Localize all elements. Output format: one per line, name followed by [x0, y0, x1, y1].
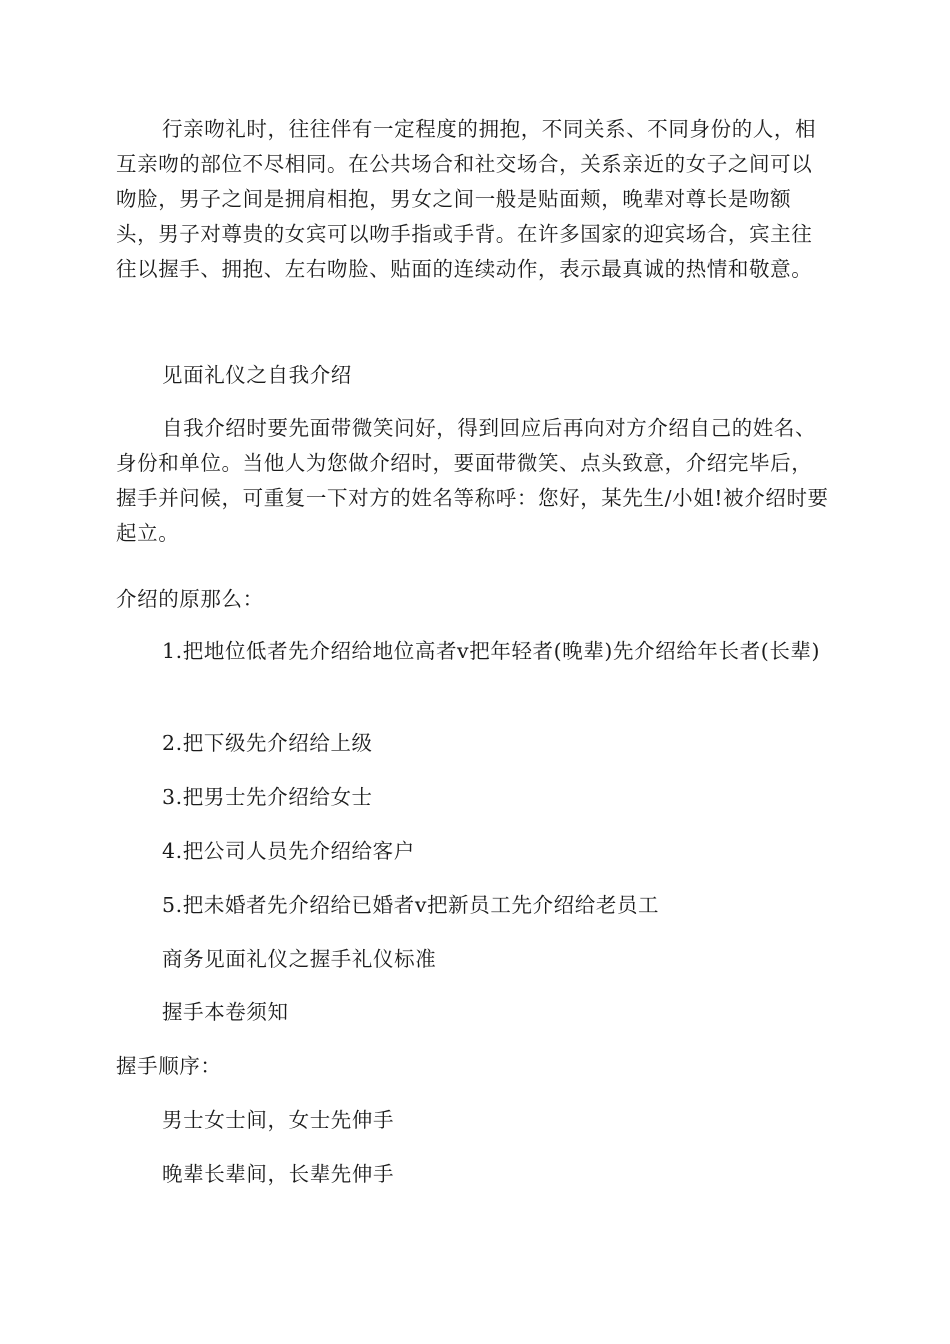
list-item-principle-2: 2.把下级先介绍给上级 [162, 731, 373, 755]
paragraph-handshake-men-women: 男士女士间，女士先伸手 [162, 1108, 395, 1132]
list-item-principle-1: 1.把地位低者先介绍给地位高者v把年轻者(晚辈)先介绍给年长者(长辈) [162, 639, 821, 663]
heading-handshake-order: 握手顺序： [116, 1054, 222, 1078]
heading-self-introduction: 见面礼仪之自我介绍 [162, 363, 352, 387]
paragraph-kiss-etiquette: 行亲吻礼时，往往伴有一定程度的拥抱，不同关系、不同身份的人，相互亲吻的部位不尽相同。在公共场合和社交场合，关系亲近的女子之间可以吻脸，男子之间是拥肩相抱，男女之间一般是贴面颊，晚辈对尊长是吻额头，男子对尊贵的女宾可以吻手指或手背。在许多国家的迎宾场合，宾主往往以握手、拥抱、左右吻脸、贴面的连续动作，表示最真诚的热情和敬意。 [116, 117, 817, 281]
list-item-principle-5: 5.把未婚者先介绍给已婚者v把新员工先介绍给老员工 [162, 893, 660, 917]
heading-handshake-standard: 商务见面礼仪之握手礼仪标准 [162, 947, 437, 971]
paragraph-handshake-junior-senior: 晚辈长辈间，长辈先伸手 [162, 1162, 395, 1186]
list-item-principle-4: 4.把公司人员先介绍给客户 [162, 839, 415, 863]
heading-introduction-principles: 介绍的原那么： [116, 587, 264, 611]
heading-handshake-notes: 握手本卷须知 [162, 1000, 289, 1024]
list-item-principle-3: 3.把男士先介绍给女士 [162, 785, 373, 809]
paragraph-self-introduction: 自我介绍时要先面带微笑问好，得到回应后再向对方介绍自己的姓名、身份和单位。当他人为您做介绍时，要面带微笑、点头致意，介绍完毕后，握手并问候，可重复一下对方的姓名等称呼：您好，某先生/小姐!被介绍时要起立。 [116, 416, 829, 545]
